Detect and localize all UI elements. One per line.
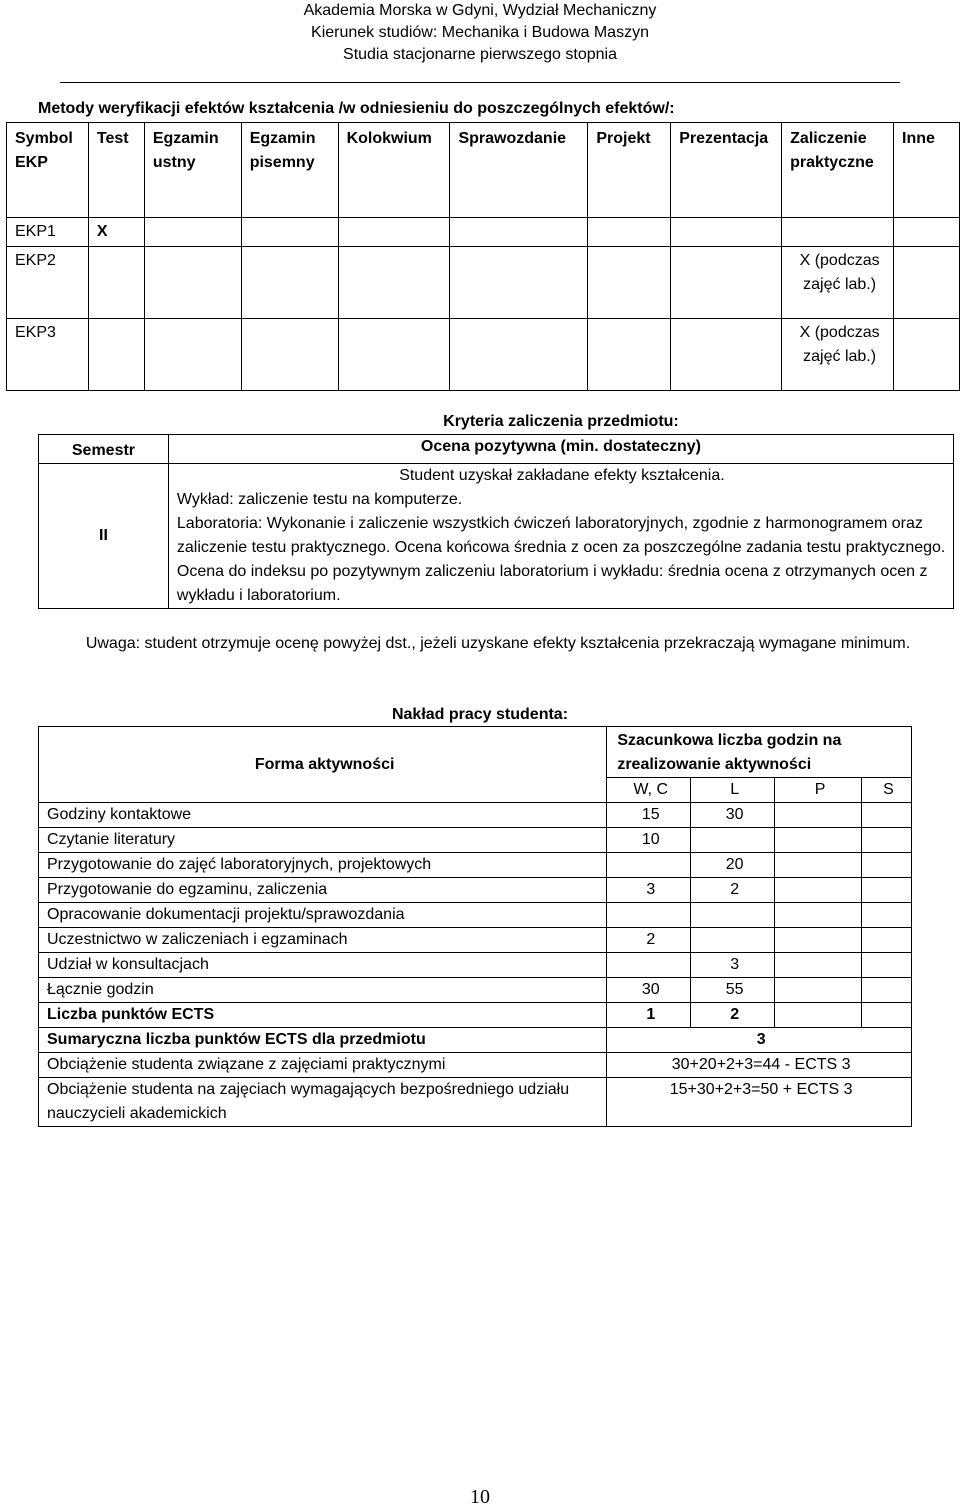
l-value: 2 (691, 878, 775, 903)
header-sprawozdanie: Sprawozdanie (450, 123, 588, 218)
methods-table (6, 122, 960, 391)
activity-label: Przygotowanie do zajęć laboratoryjnych, projektowych (39, 853, 607, 878)
wc-value: 15 (607, 803, 691, 828)
ects-sum-value: 3 (607, 1028, 912, 1053)
l-value: 55 (691, 978, 775, 1003)
header-projekt: Projekt (588, 123, 671, 218)
workload-title: Nakład pracy studenta: (391, 706, 569, 723)
table-row (7, 247, 960, 319)
wc-value: 2 (607, 928, 691, 953)
nauczyciele-label: Obciążenie studenta na zajęciach wymagających bezpośredniego udziału nauczycieli akademickich (39, 1078, 607, 1127)
l-value: 20 (691, 853, 775, 878)
table-row (39, 953, 912, 978)
zaliczenie-cell: X (podczas zajęć lab.) (782, 247, 894, 319)
header-prezentacja: Prezentacja (671, 123, 782, 218)
methods-title: Metody weryfikacji efektów kształcenia /w odniesieniu do poszczególnych efektów/: (38, 100, 675, 117)
criteria-line: Laboratoria: Wykonanie i zaliczenie wszystkich ćwiczeń laboratoryjnych, zgodnie z harmonogramem oraz zaliczenie testu praktycznego. Ocena końcowa średnia z ocen za poszczególne zadania testu praktycznego. (176, 515, 946, 556)
symbol-cell: EKP1 (7, 218, 89, 247)
ocena-label: Ocena pozytywna (min. dostateczny) (168, 435, 953, 464)
table-row (39, 903, 912, 928)
wc-value: 30 (607, 978, 691, 1003)
test-mark: X (88, 218, 144, 247)
prakt-label: Obciążenie studenta związane z zajęciami praktycznymi (39, 1053, 607, 1078)
header-egzamin-ustny: Egzamin ustny (144, 123, 241, 218)
header-test: Test (88, 123, 144, 218)
activity-label: Czytanie literatury (39, 828, 607, 853)
wc-value: 10 (607, 828, 691, 853)
workload-table (38, 726, 912, 1127)
activity-label: Liczba punktów ECTS (39, 1003, 607, 1028)
activity-label: Opracowanie dokumentacji projektu/sprawozdania (39, 903, 607, 928)
table-row (39, 978, 912, 1003)
criteria-header-row (39, 435, 954, 464)
col-p: P (775, 778, 862, 803)
ects-sum-label: Sumaryczna liczba punktów ECTS dla przedmiotu (39, 1028, 607, 1053)
szac-label: Szacunkowa liczba godzin na zrealizowanie aktywności (607, 727, 912, 778)
activity-label: Godziny kontaktowe (39, 803, 607, 828)
table-row (39, 828, 912, 853)
zaliczenie-cell (782, 218, 894, 247)
table-row (39, 853, 912, 878)
l-value: 3 (691, 953, 775, 978)
l-value: 30 (691, 803, 775, 828)
col-s: S (862, 778, 912, 803)
header-zaliczenie: Zaliczenie praktyczne (782, 123, 894, 218)
header-symbol: Symbol EKP (7, 123, 89, 218)
institution-name: Akademia Morska w Gdyni, Wydział Mechaniczny (303, 2, 657, 19)
methods-header-row (7, 123, 960, 218)
table-row (7, 218, 960, 247)
l-value (691, 828, 775, 853)
criteria-note: Uwaga: student otrzymuje ocenę powyżej dst., jeżeli uzyskane efekty kształcenia przekraczają wymagane minimum. (85, 635, 911, 652)
wc-value: 3 (607, 878, 691, 903)
activity-label: Przygotowanie do egzaminu, zaliczenia (39, 878, 607, 903)
l-value: 2 (691, 1003, 775, 1028)
test-mark (88, 319, 144, 391)
activity-label: Udział w konsultacjach (39, 953, 607, 978)
col-l: L (691, 778, 775, 803)
criteria-body (168, 464, 953, 609)
criteria-title: Kryteria zaliczenia przedmiotu: (443, 413, 679, 430)
criteria-line: Ocena do indeksu po pozytywnym zaliczeniu laboratorium i wykładu: średnia ocena z otrzymanych ocen z wykładu i laboratorium. (176, 563, 928, 604)
criteria-body-row (39, 464, 954, 609)
wc-value (607, 953, 691, 978)
nauczyciele-value: 15+30+2+3=50 + ECTS 3 (607, 1078, 912, 1127)
workload-header-row (39, 727, 912, 778)
test-mark (88, 247, 144, 319)
header-inne: Inne (894, 123, 960, 218)
header-rule (60, 82, 900, 83)
forma-label: Forma aktywności (39, 727, 607, 803)
wc-value (607, 853, 691, 878)
symbol-cell: EKP2 (7, 247, 89, 319)
study-mode: Studia stacjonarne pierwszego stopnia (343, 46, 617, 63)
table-row (39, 1028, 912, 1053)
table-row (39, 803, 912, 828)
criteria-title-row (39, 410, 954, 435)
table-row (39, 1053, 912, 1078)
table-row (39, 1078, 912, 1127)
symbol-cell: EKP3 (7, 319, 89, 391)
criteria-table (38, 410, 954, 609)
l-value (691, 928, 775, 953)
activity-label: Uczestnictwo w zaliczeniach i egzaminach (39, 928, 607, 953)
wc-value: 1 (607, 1003, 691, 1028)
prakt-value: 30+20+2+3=44 - ECTS 3 (607, 1053, 912, 1078)
col-wc: W, C (607, 778, 691, 803)
table-row (39, 878, 912, 903)
table-row (39, 928, 912, 953)
header-egzamin-pisemny: Egzamin pisemny (241, 123, 338, 218)
semestr-value: II (39, 464, 169, 609)
wc-value (607, 903, 691, 928)
table-row (7, 319, 960, 391)
table-row (39, 1003, 912, 1028)
zaliczenie-cell: X (podczas zajęć lab.) (782, 319, 894, 391)
header-kolokwium: Kolokwium (338, 123, 450, 218)
l-value (691, 903, 775, 928)
activity-label: Łącznie godzin (39, 978, 607, 1003)
field-of-study: Kierunek studiów: Mechanika i Budowa Maszyn (311, 24, 649, 41)
criteria-line: Student uzyskał zakładane efekty kształcenia. (399, 467, 725, 484)
semestr-label: Semestr (39, 435, 169, 464)
page-number: 10 (470, 1486, 490, 1508)
criteria-line: Wykład: zaliczenie testu na komputerze. (176, 491, 463, 508)
